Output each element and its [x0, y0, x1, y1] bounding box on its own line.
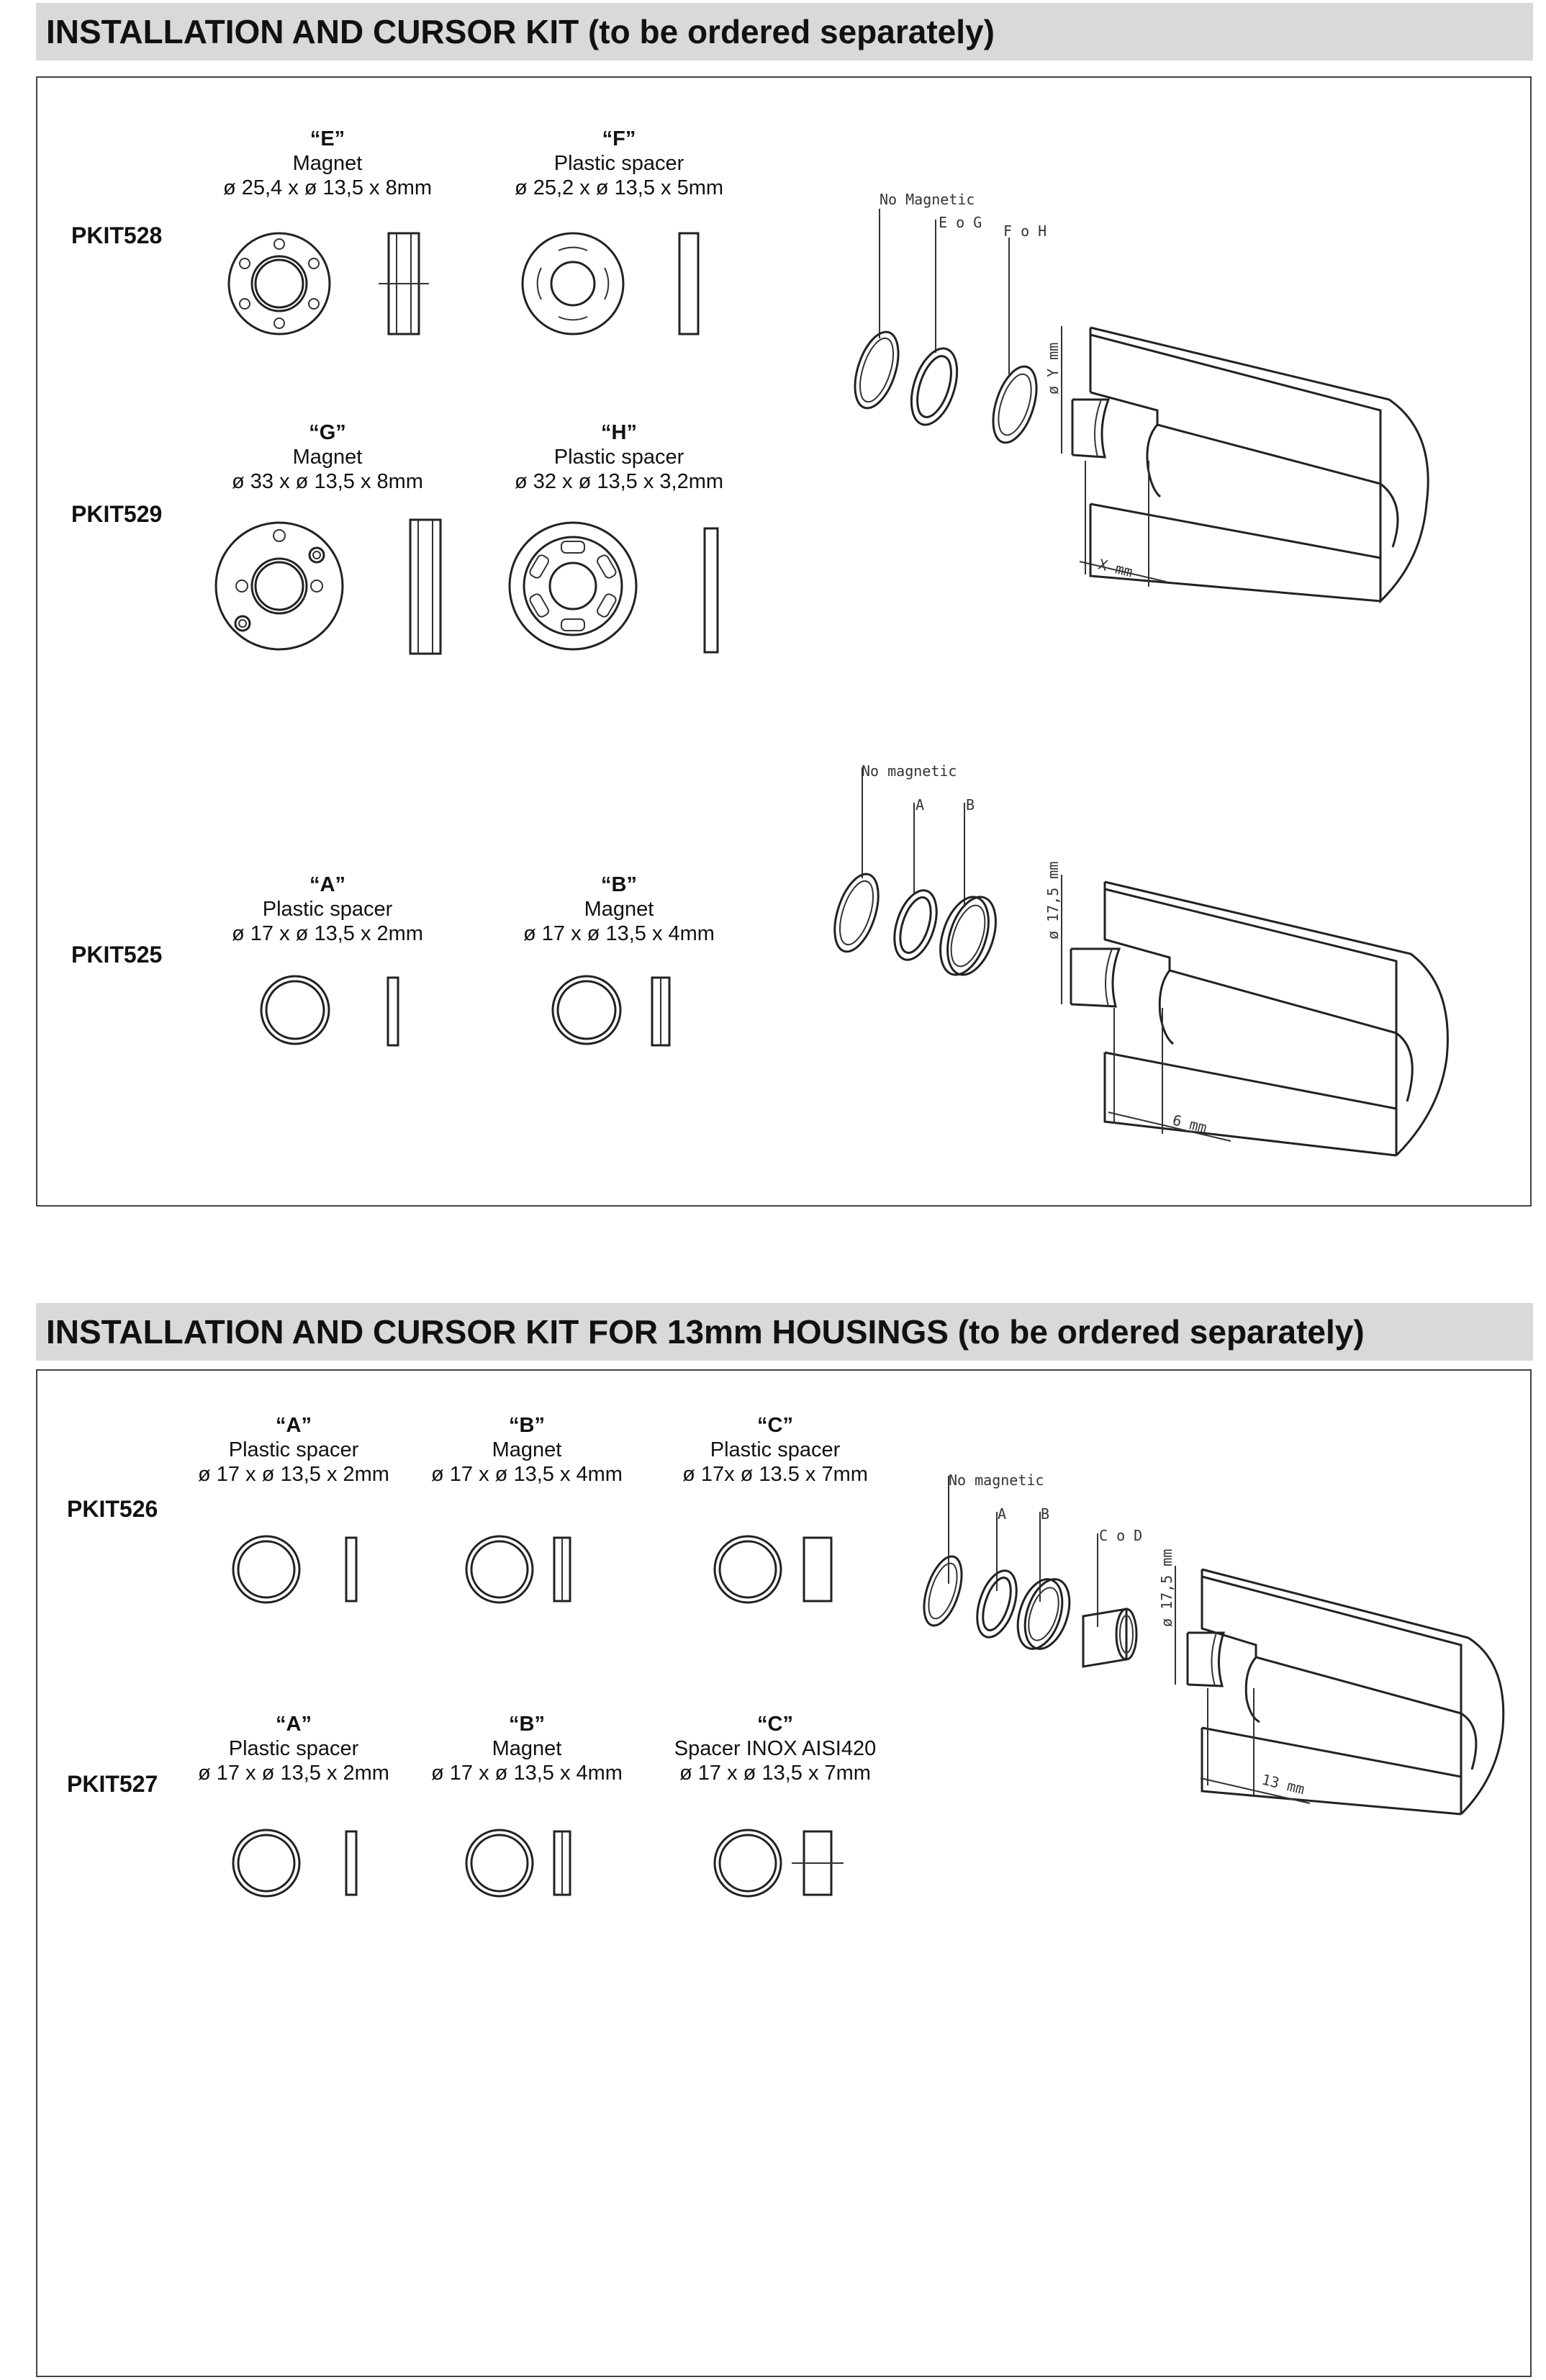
part-label-e: “E” Magnet ø 25,4 x ø 13,5 x 8mm [222, 127, 433, 199]
kit-id-pkit525: PKIT525 [71, 942, 163, 968]
sleeve-spacer-icon [1083, 1609, 1136, 1667]
drawing-1-dim-y: ø Y mm [1044, 342, 1062, 395]
magnet-e-icon [229, 233, 330, 334]
kit-id-pkit529: PKIT529 [71, 501, 163, 527]
drawing-1-label-no-magnetic: No Magnetic [880, 191, 975, 208]
spacer-h-icon [510, 523, 636, 649]
spacer-c-526-side-icon [804, 1538, 831, 1601]
magnet-g-icon [216, 523, 343, 649]
magnet-b-icon [553, 976, 620, 1044]
drawing-2-label-a: A [916, 796, 925, 813]
circlip-3-icon [917, 1552, 969, 1631]
assembly-drawing-3 [917, 1471, 1504, 1814]
assembly-drawing-2 [826, 762, 1447, 1155]
part-label-c-527: “C” Spacer INOX AISI420 ø 17 x ø 13,5 x 7mm [674, 1713, 877, 1785]
kit-id-pkit527: PKIT527 [67, 1771, 158, 1797]
circlip-icon [846, 327, 906, 414]
magnet-e-side-icon [379, 233, 429, 334]
magnet-b-527-icon [466, 1830, 533, 1896]
drawing-3-dim-horizontal: 13 mm [1260, 1770, 1307, 1798]
drawing-2-label-b: B [966, 796, 975, 813]
drawing-3-label-a: A [998, 1505, 1007, 1523]
part-label-b-527: “B” Magnet ø 17 x ø 13,5 x 4mm [431, 1713, 623, 1785]
spacer-inox-c-527-icon [715, 1830, 781, 1896]
kit-id-pkit528: PKIT528 [71, 222, 163, 248]
spacer-f-side-icon [679, 233, 698, 334]
part-label-a: “A” Plastic spacer ø 17 x ø 13,5 x 2mm [232, 873, 423, 945]
part-label-h: “H” Plastic spacer ø 32 x ø 13,5 x 3,2mm [514, 421, 724, 493]
part-label-b-526: “B” Magnet ø 17 x ø 13,5 x 4mm [431, 1414, 623, 1486]
part-label-c-526: “C” Plastic spacer ø 17x ø 13.5 x 7mm [682, 1414, 868, 1486]
drawing-1-dim-x: X mm [1096, 555, 1135, 581]
magnet-ring-3-icon [1010, 1574, 1077, 1654]
magnet-b-side-icon [652, 978, 669, 1045]
drawing-3-label-c-o-d: C o D [1099, 1527, 1143, 1544]
spacer-a-527-side-icon [346, 1831, 356, 1895]
magnet-b-526-icon [466, 1536, 533, 1603]
drawing-3-label-no-magnetic: No magnetic [949, 1471, 1044, 1489]
drawing-1-label-f-o-h: F o H [1003, 222, 1047, 240]
part-label-f: “F” Plastic spacer ø 25,2 x ø 13,5 x 5mm [514, 127, 724, 199]
housing-section-3-icon [1175, 1566, 1504, 1814]
spacer-f-icon [523, 233, 623, 334]
assembly-drawing-1 [846, 191, 1428, 601]
spacer-inox-c-527-side-icon [792, 1831, 844, 1895]
spacer-a-527-icon [233, 1830, 299, 1896]
spacer-a-icon [261, 976, 329, 1044]
part-label-a-526: “A” Plastic spacer ø 17 x ø 13,5 x 2mm [198, 1414, 389, 1486]
drawing-2-dim-horizontal: 6 mm [1170, 1111, 1209, 1137]
drawing-3-label-b: B [1041, 1505, 1050, 1523]
magnet-g-side-icon [410, 520, 440, 654]
section-2-title: INSTALLATION AND CURSOR KIT FOR 13mm HOUSINGS (to be ordered separately) [46, 1313, 1365, 1351]
housing-section-2-icon [1062, 875, 1447, 1155]
part-label-a-527: “A” Plastic spacer ø 17 x ø 13,5 x 2mm [198, 1713, 389, 1785]
kit-id-pkit526: PKIT526 [67, 1496, 158, 1522]
drawing-2-dim-vertical: ø 17,5 mm [1044, 861, 1062, 939]
ring-magnet-icon [903, 343, 965, 431]
spacer-ring-2-icon [887, 885, 944, 965]
drawing-2-label-no-magnetic: No magnetic [862, 762, 957, 780]
spacer-a-526-side-icon [346, 1538, 356, 1601]
magnet-b-526-side-icon [554, 1538, 570, 1601]
spacer-a-526-icon [233, 1536, 299, 1603]
spacer-h-side-icon [705, 528, 718, 652]
part-label-b: “B” Magnet ø 17 x ø 13,5 x 4mm [523, 873, 715, 945]
spacer-a-side-icon [388, 978, 398, 1045]
section-1-title: INSTALLATION AND CURSOR KIT (to be ordered separately) [46, 13, 995, 50]
part-label-g: “G” Magnet ø 33 x ø 13,5 x 8mm [232, 421, 423, 493]
drawing-1-label-e-o-g: E o G [939, 214, 982, 231]
drawing-3-dim-vertical: ø 17,5 mm [1158, 1549, 1175, 1627]
circlip-2-icon [826, 869, 887, 957]
magnet-b-527-side-icon [554, 1831, 570, 1895]
ring-spacer-icon [985, 361, 1044, 448]
spacer-c-526-icon [715, 1536, 781, 1603]
magnet-ring-2-icon [931, 891, 1005, 981]
